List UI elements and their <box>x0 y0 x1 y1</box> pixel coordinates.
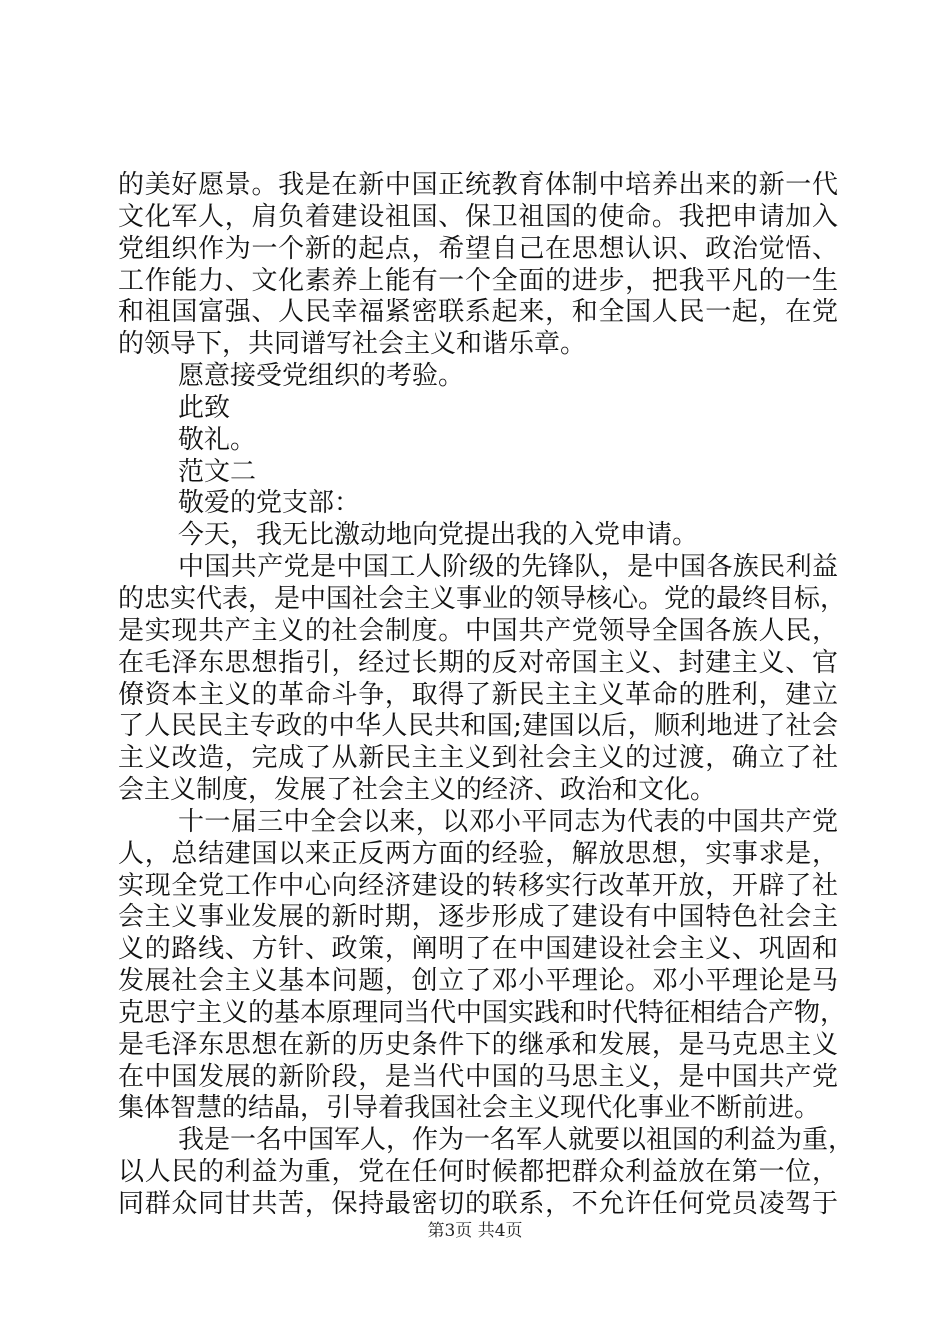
text-line: 以人民的利益为重，党在任何时候都把群众利益放在第一位， <box>118 1157 838 1188</box>
text-line: 同群众同甘共苦，保持最密切的联系，不允许任何党员凌驾于 <box>118 1189 838 1219</box>
text-line: 党组织作为一个新的起点，希望自己在思想认识、政治觉悟、 <box>118 233 838 264</box>
text-line: 会主义制度，发展了社会主义的经济、政治和文化。 <box>118 775 717 806</box>
text-line: 文化军人，肩负着建设祖国、保卫祖国的使命。我把申请加入 <box>118 201 838 232</box>
text-line: 和祖国富强、人民幸福紧密联系起来，和全国人民一起，在党 <box>118 297 838 328</box>
text-line: 此致 <box>178 392 231 423</box>
text-line: 中国共产党是中国工人阶级的先锋队，是中国各族民利益 <box>178 552 838 583</box>
text-line: 敬爱的党支部： <box>178 488 361 519</box>
text-line: 是实现共产主义的社会制度。中国共产党领导全国各族人民， <box>118 615 838 646</box>
text-line: 是毛泽东思想在新的历史条件下的继承和发展，是马克思主义 <box>118 1029 838 1060</box>
text-line: 义的路线、方针、政策，阐明了在中国建设社会主义、巩固和 <box>118 934 838 965</box>
text-line: 会主义事业发展的新时期，逐步形成了建设有中国特色社会主 <box>118 902 838 933</box>
text-line: 的忠实代表，是中国社会主义事业的领导核心。党的最终目标， <box>118 583 847 614</box>
text-line: 主义改造，完成了从新民主主义到社会主义的过渡，确立了社 <box>118 743 838 774</box>
text-line: 的美好愿景。我是在新中国正统教育体制中培养出来的新一代 <box>118 170 838 200</box>
text-line: 了人民民主专政的中华人民共和国;建国以后，顺利地进了社会 <box>118 711 838 742</box>
text-line: 克思宁主义的基本原理同当代中国实践和时代特征相结合产物， <box>118 997 847 1028</box>
text-line: 的领导下，共同谱写社会主义和谐乐章。 <box>118 329 587 360</box>
text-line: 工作能力、文化素养上能有一个全面的进步，把我平凡的一生 <box>118 265 838 296</box>
text-line: 发展社会主义基本问题，创立了邓小平理论。邓小平理论是马 <box>118 966 838 997</box>
text-line: 范文二 <box>178 456 257 487</box>
text-line: 僚资本主义的革命斗争，取得了新民主主义革命的胜利，建立 <box>118 679 838 710</box>
text-line: 愿意接受党组织的考验。 <box>178 361 465 392</box>
text-line: 十一届三中全会以来，以邓小平同志为代表的中国共产党 <box>178 806 838 837</box>
document-body <box>118 170 855 1221</box>
text-line: 实现全党工作中心向经济建设的转移实行改革开放，开辟了社 <box>118 870 838 901</box>
text-line: 集体智慧的结晶，引导着我国社会主义现代化事业不断前进。 <box>118 1093 821 1124</box>
text-line: 在中国发展的新阶段，是当代中国的马思主义，是中国共产党 <box>118 1061 838 1092</box>
text-line: 人，总结建国以来正反两方面的经验，解放思想，实事求是， <box>118 838 838 869</box>
text-line: 在毛泽东思想指引，经过长期的反对帝国主义、封建主义、官 <box>118 647 838 678</box>
page-footer: 第3页 共4页 <box>427 1221 523 1241</box>
text-line: 今天，我无比激动地向党提出我的入党申请。 <box>178 520 699 551</box>
text-line: 敬礼。 <box>178 424 257 455</box>
text-line: 我是一名中国军人，作为一名军人就要以祖国的利益为重， <box>178 1125 855 1156</box>
